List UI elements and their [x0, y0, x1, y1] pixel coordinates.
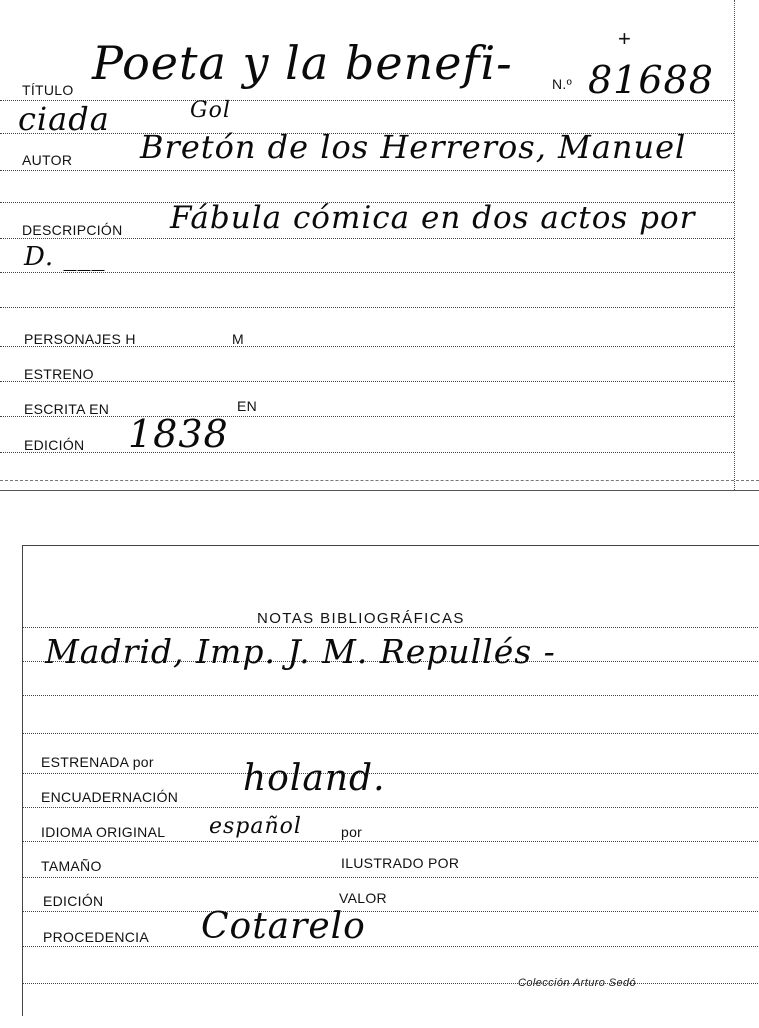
dotted-rule — [23, 983, 759, 984]
estreno-label: ESTRENO — [24, 366, 94, 382]
encuadernacion-value: holand. — [243, 758, 386, 799]
dotted-rule — [23, 911, 759, 912]
card-separator — [0, 490, 759, 491]
dotted-rule — [23, 877, 759, 878]
personajes-label: PERSONAJES H — [24, 331, 136, 347]
card-edge — [0, 480, 759, 481]
notas-label: NOTAS BIBLIOGRÁFICAS — [257, 610, 465, 627]
dotted-rule — [23, 807, 759, 808]
dotted-rule — [0, 272, 734, 273]
autor-label: AUTOR — [22, 152, 73, 168]
descripcion-label: DESCRIPCIÓN — [22, 222, 123, 238]
dotted-rule — [23, 946, 759, 947]
dotted-rule — [23, 733, 759, 734]
dotted-rule — [0, 416, 734, 417]
collection-credit: Colección Arturo Sedó — [518, 977, 637, 989]
dotted-rule — [23, 773, 759, 774]
dotted-rule — [0, 307, 734, 308]
dotted-rule — [23, 627, 759, 628]
dotted-rule — [23, 695, 759, 696]
catalog-card-front — [0, 0, 735, 490]
dotted-rule — [0, 170, 734, 171]
estrenada-label: ESTRENADA por — [41, 754, 154, 770]
valor-label: VALOR — [339, 890, 387, 906]
idioma-value: español — [209, 814, 302, 839]
numero-value: 81688 — [588, 58, 714, 102]
ilustrado-label: ILUSTRADO POR — [341, 855, 460, 871]
numero-mark: + — [618, 26, 631, 51]
idioma-label: IDIOMA ORIGINAL — [41, 824, 166, 840]
descripcion-value: Fábula cómica en dos actos por — [170, 200, 696, 236]
titulo-note: Gol — [190, 98, 231, 123]
dotted-rule — [0, 381, 734, 382]
escrita-en-label: EN — [237, 398, 258, 414]
autor-value: Bretón de los Herreros, Manuel — [140, 128, 687, 166]
personajes-m-label: M — [232, 331, 244, 347]
edicion-label: EDICIÓN — [43, 893, 104, 909]
idioma-por-label: por — [341, 824, 363, 840]
escrita-label: ESCRITA EN — [24, 401, 110, 417]
titulo-value: Poeta y la benefi- — [92, 36, 513, 90]
dotted-rule — [0, 238, 734, 239]
dotted-rule — [0, 452, 734, 453]
encuadernacion-label: ENCUADERNACIÓN — [41, 789, 179, 805]
edicion-label: EDICIÓN — [24, 437, 85, 453]
titulo-label: TÍTULO — [22, 82, 74, 98]
procedencia-value: Cotarelo — [201, 906, 366, 947]
titulo-value-continued: ciada — [18, 100, 110, 138]
edicion-value: 1838 — [128, 412, 229, 456]
numero-label: N.º — [552, 76, 573, 92]
procedencia-label: PROCEDENCIA — [43, 929, 149, 945]
tamano-label: TAMAÑO — [41, 858, 102, 874]
dotted-rule — [23, 841, 759, 842]
catalog-card-back — [22, 545, 759, 1016]
notas-value: Madrid, Imp. J. M. Repullés - — [45, 632, 556, 671]
descripcion-value-continued: D. ___ — [24, 242, 106, 272]
